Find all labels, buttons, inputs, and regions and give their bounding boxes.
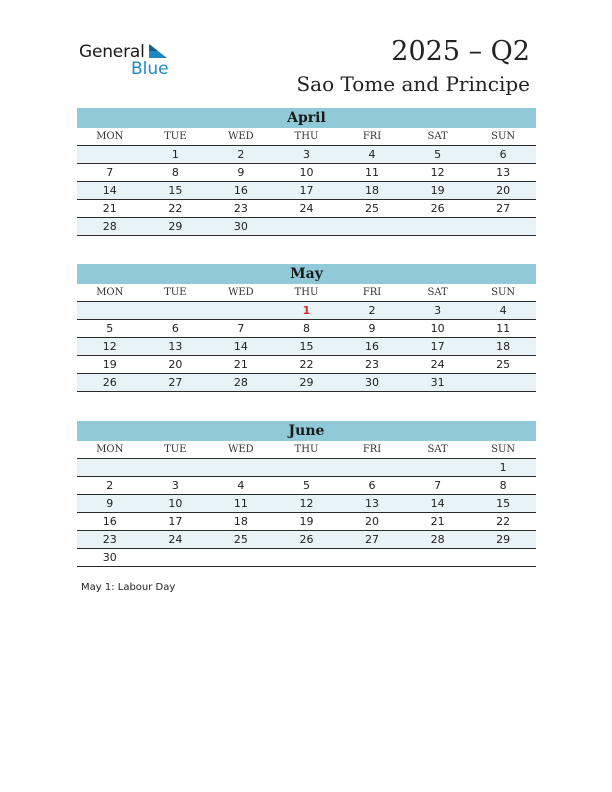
week-row [77, 200, 536, 218]
weekday-label: THU [294, 131, 319, 142]
day-cell: 3 [171, 479, 179, 492]
empty-day-cell [208, 459, 274, 476]
day-cell: 6 [499, 148, 507, 161]
empty-day-cell [405, 459, 471, 476]
day-cell: 30 [233, 220, 248, 233]
day-cell: 23 [365, 358, 380, 371]
empty-day-cell [405, 218, 471, 235]
weekday-label: THU [294, 444, 319, 455]
weekday-label: TUE [164, 131, 187, 142]
day-cell: 5 [106, 322, 114, 335]
day-cell: 14 [233, 340, 248, 353]
day-cell: 25 [496, 358, 511, 371]
day-cell: 15 [168, 184, 183, 197]
day-cell: 8 [302, 322, 310, 335]
month-name: June [77, 421, 536, 441]
empty-day-cell [77, 302, 143, 319]
day-cell: 22 [168, 202, 183, 215]
day-cell: 20 [365, 515, 380, 528]
day-cell: 10 [168, 497, 183, 510]
logo [79, 40, 179, 80]
day-cell: 26 [299, 533, 314, 546]
weekday-header-row [77, 284, 536, 302]
day-cell: 12 [430, 166, 445, 179]
day-cell: 9 [106, 497, 114, 510]
day-cell: 19 [102, 358, 117, 371]
weekday-label: SAT [427, 287, 448, 298]
day-cell: 15 [496, 497, 511, 510]
day-cell: 28 [102, 220, 117, 233]
week-row [77, 459, 536, 477]
day-cell: 1 [171, 148, 179, 161]
day-cell: 23 [102, 533, 117, 546]
day-cell: 17 [299, 184, 314, 197]
day-cell: 1 [302, 304, 311, 317]
day-cell: 27 [496, 202, 511, 215]
empty-day-cell [274, 459, 340, 476]
country-title: Sao Tome and Principe [296, 72, 530, 96]
week-row [77, 531, 536, 549]
day-cell: 19 [299, 515, 314, 528]
day-cell: 27 [365, 533, 380, 546]
day-cell: 18 [233, 515, 248, 528]
week-row [77, 182, 536, 200]
day-cell: 24 [168, 533, 183, 546]
day-cell: 30 [102, 551, 117, 564]
weekday-label: MON [96, 287, 124, 298]
day-cell: 4 [368, 148, 376, 161]
weekday-label: SUN [491, 287, 516, 298]
day-cell: 28 [430, 533, 445, 546]
weekday-label: FRI [362, 131, 382, 142]
week-row [77, 356, 536, 374]
day-cell: 22 [299, 358, 314, 371]
weekday-label: TUE [164, 444, 187, 455]
day-cell: 25 [233, 533, 248, 546]
weekday-label: THU [294, 287, 319, 298]
day-cell: 26 [102, 376, 117, 389]
empty-day-cell [143, 302, 209, 319]
week-row [77, 164, 536, 182]
empty-day-cell [470, 374, 536, 391]
empty-day-cell [208, 302, 274, 319]
day-cell: 21 [430, 515, 445, 528]
day-cell: 12 [299, 497, 314, 510]
day-cell: 24 [299, 202, 314, 215]
day-cell: 8 [499, 479, 507, 492]
weekday-label: TUE [164, 287, 187, 298]
day-cell: 29 [299, 376, 314, 389]
day-cell: 7 [237, 322, 245, 335]
day-cell: 29 [496, 533, 511, 546]
day-cell: 16 [233, 184, 248, 197]
day-cell: 3 [434, 304, 442, 317]
day-cell: 18 [496, 340, 511, 353]
day-cell: 6 [171, 322, 179, 335]
day-cell: 5 [434, 148, 442, 161]
empty-day-cell [208, 549, 274, 566]
empty-day-cell [339, 549, 405, 566]
week-row [77, 549, 536, 567]
day-cell: 20 [168, 358, 183, 371]
day-cell: 6 [368, 479, 376, 492]
day-cell: 18 [365, 184, 380, 197]
day-cell: 24 [430, 358, 445, 371]
day-cell: 1 [499, 461, 507, 474]
month-name: April [77, 108, 536, 128]
empty-day-cell [339, 218, 405, 235]
weekday-label: FRI [362, 287, 382, 298]
holiday-note: May 1: Labour Day [81, 582, 176, 593]
month-calendar-june [77, 421, 536, 567]
day-cell: 14 [430, 497, 445, 510]
empty-day-cell [143, 459, 209, 476]
week-row [77, 320, 536, 338]
week-row [77, 218, 536, 236]
empty-day-cell [470, 549, 536, 566]
day-cell: 12 [102, 340, 117, 353]
day-cell: 23 [233, 202, 248, 215]
weekday-label: SAT [427, 444, 448, 455]
week-row [77, 513, 536, 531]
page-title: 2025 – Q2 [391, 36, 530, 67]
day-cell: 2 [368, 304, 376, 317]
day-cell: 5 [302, 479, 310, 492]
day-cell: 4 [499, 304, 507, 317]
day-cell: 2 [106, 479, 114, 492]
day-cell: 21 [233, 358, 248, 371]
weekday-label: MON [96, 131, 124, 142]
logo-triangle-icon [149, 44, 169, 60]
weekday-label: WED [228, 131, 254, 142]
logo-blue-text: Blue [131, 59, 169, 79]
month-name: May [77, 264, 536, 284]
day-cell: 13 [365, 497, 380, 510]
day-cell: 3 [302, 148, 310, 161]
empty-day-cell [405, 549, 471, 566]
day-cell: 10 [430, 322, 445, 335]
weekday-label: SUN [491, 444, 516, 455]
day-cell: 8 [171, 166, 179, 179]
day-cell: 9 [237, 166, 245, 179]
day-cell: 17 [168, 515, 183, 528]
weekday-header-row [77, 128, 536, 146]
day-cell: 9 [368, 322, 376, 335]
week-row [77, 495, 536, 513]
empty-day-cell [339, 459, 405, 476]
day-cell: 25 [365, 202, 380, 215]
day-cell: 31 [430, 376, 445, 389]
logo-general-text: General [79, 42, 145, 62]
day-cell: 30 [365, 376, 380, 389]
month-calendar-april [77, 108, 536, 236]
day-cell: 13 [168, 340, 183, 353]
weekday-label: SUN [491, 131, 516, 142]
day-cell: 11 [365, 166, 380, 179]
day-cell: 7 [434, 479, 442, 492]
day-cell: 17 [430, 340, 445, 353]
day-cell: 2 [237, 148, 245, 161]
week-row [77, 146, 536, 164]
empty-day-cell [470, 218, 536, 235]
weekday-label: WED [228, 444, 254, 455]
weekday-header-row [77, 441, 536, 459]
week-row [77, 338, 536, 356]
weekday-label: WED [228, 287, 254, 298]
day-cell: 28 [233, 376, 248, 389]
weekday-label: FRI [362, 444, 382, 455]
day-cell: 27 [168, 376, 183, 389]
day-cell: 22 [496, 515, 511, 528]
week-row [77, 477, 536, 495]
day-cell: 21 [102, 202, 117, 215]
day-cell: 11 [233, 497, 248, 510]
empty-day-cell [143, 549, 209, 566]
week-row [77, 302, 536, 320]
month-calendar-may [77, 264, 536, 392]
day-cell: 20 [496, 184, 511, 197]
day-cell: 4 [237, 479, 245, 492]
day-cell: 13 [496, 166, 511, 179]
empty-day-cell [274, 549, 340, 566]
day-cell: 15 [299, 340, 314, 353]
empty-day-cell [274, 218, 340, 235]
day-cell: 11 [496, 322, 511, 335]
day-cell: 26 [430, 202, 445, 215]
day-cell: 14 [102, 184, 117, 197]
day-cell: 16 [102, 515, 117, 528]
weekday-label: MON [96, 444, 124, 455]
week-row [77, 374, 536, 392]
day-cell: 16 [365, 340, 380, 353]
day-cell: 7 [106, 166, 114, 179]
empty-day-cell [77, 146, 143, 163]
day-cell: 29 [168, 220, 183, 233]
day-cell: 19 [430, 184, 445, 197]
day-cell: 10 [299, 166, 314, 179]
weekday-label: SAT [427, 131, 448, 142]
empty-day-cell [77, 459, 143, 476]
